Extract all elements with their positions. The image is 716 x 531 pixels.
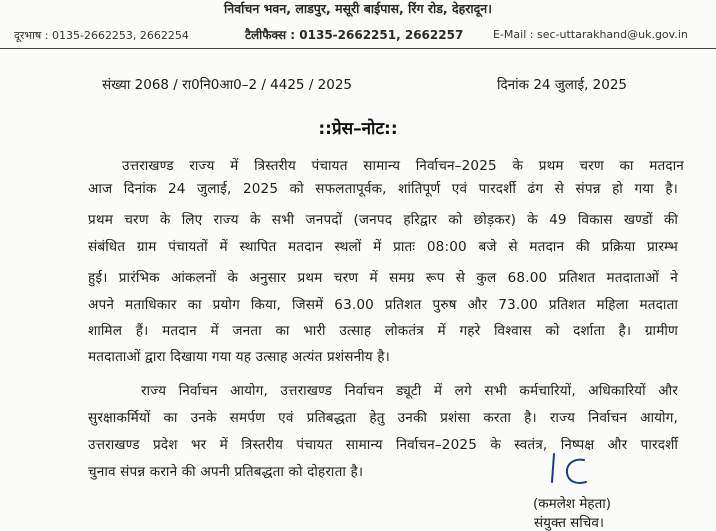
paragraph-2-line-4: चुनाव संपन्न कराने की अपनी प्रतिबद्धता को दोहराता है। <box>88 464 364 480</box>
paragraph-2-line-3: उत्तराखण्ड प्रदेश भर में त्रिस्तरीय पंचायत सामान्य निर्वाचन–2025 के स्वतंत्र, निष्पक्ष और पारदर्शी <box>88 437 678 453</box>
paragraph-2-line-2: सुरक्षाकर्मियों का उनके समर्पण एवं प्रतिबद्धता हेतु उनकी प्रशंसा करता है। राज्य निर्वाचन आयोग, <box>88 410 678 426</box>
paragraph-1-line-7: शामिल हैं। मतदान में जनता का भारी उत्साह लोकतंत्र में गहरे विश्वास को दर्शाता है। ग्रामीण <box>88 323 678 339</box>
letterhead-phone: दूरभाष : 0135-2662253, 2662254 <box>14 29 189 42</box>
reference-date: दिनांक 24 जुलाई, 2025 <box>497 77 628 93</box>
letterhead-address: निर्वाचन भवन, लाडपुर, मसूरी बाईपास, रिंग रोड, देहरादून। <box>224 1 492 16</box>
paragraph-1-line-4: संबंधित ग्राम पंचायतों में स्थापित मतदान स्थलों में प्रातः 08:00 बजे से मतदान की प्रक्रिया प्रारम्भ <box>88 239 678 255</box>
paragraph-1-line-2: आज दिनांक 24 जुलाई, 2025 को सफलतापूर्वक, शांतिपूर्ण एवं पारदर्शी ढंग से संपन्न हो गया है। <box>88 181 678 197</box>
paragraph-1-line-8: मतदाताओं द्वारा दिखाया गया यह उत्साह अत्यंत प्रशंसनीय है। <box>88 349 390 365</box>
signature-mark <box>540 450 620 492</box>
paragraph-1-line-3: प्रथम चरण के लिए राज्य के सभी जनपदों (जनपद हरिद्वार को छोड़कर) के 49 विकास खण्डों की <box>88 212 678 228</box>
letterhead-divider <box>0 48 716 49</box>
signatory-name: (कमलेश मेहता) <box>533 496 612 512</box>
paragraph-2-line-1: राज्य निर्वाचन आयोग, उत्तराखण्ड निर्वाचन ड्यूटी में लगे सभी कर्मचारियों, अधिकारियों और <box>141 383 678 399</box>
paragraph-1-line-1: उत्तराखण्ड राज्य में त्रिस्तरीय पंचायत सामान्य निर्वाचन–2025 के प्रथम चरण का मतदान <box>122 158 684 174</box>
paragraph-1-line-5: हुई। प्रारंभिक आंकलनों के अनुसार प्रथम चरण में समग्र रूप से कुल 68.00 प्रतिशत मतदाताओं ने <box>88 270 678 286</box>
paragraph-1-line-6: अपने मताधिकार का प्रयोग किया, जिसमें 63.00 प्रतिशत पुरुष और 73.00 प्रतिशत महिला मतदाता <box>88 297 678 313</box>
letterhead-email: E-Mail : sec-uttarakhand@uk.gov.in <box>493 28 688 41</box>
signatory-designation: संयुक्त सचिव। <box>534 515 604 531</box>
letterhead-fax: टैलीफैक्स : 0135-2662251, 2662257 <box>245 28 464 42</box>
reference-number: संख्या 2068 / रा0नि0आ0–2 / 4425 / 2025 <box>102 77 353 93</box>
press-note-heading: ::प्रेस–नोट:: <box>318 119 398 139</box>
